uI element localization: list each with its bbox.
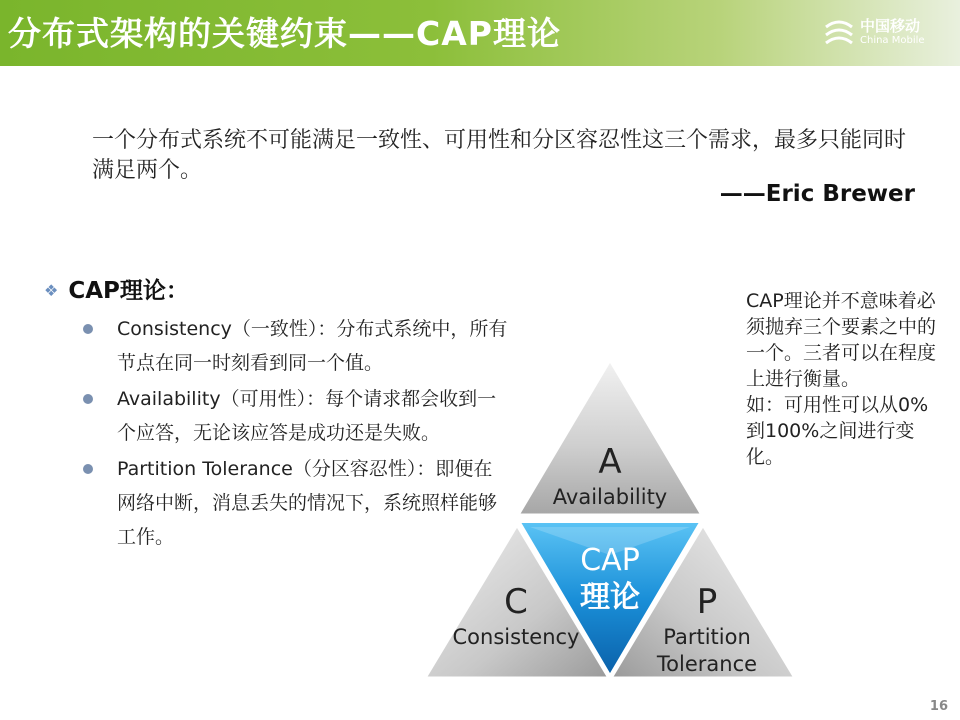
c-letter: C <box>504 582 528 622</box>
bullet-dot-icon <box>83 324 93 334</box>
logo-text-cn: 中国移动 <box>860 17 921 35</box>
side-note-line2: 如：可用性可以从0%到100%之间进行变化。 <box>746 394 929 468</box>
p-label-line1: Partition <box>663 625 751 649</box>
logo-text-en: China Mobile <box>860 35 925 46</box>
a-letter: A <box>598 442 622 482</box>
c-label: Consistency <box>452 625 580 649</box>
china-mobile-logo-icon <box>822 15 856 49</box>
header-bar <box>0 0 960 66</box>
quote-author: ——Eric Brewer <box>719 181 915 207</box>
p-letter: P <box>696 582 718 622</box>
bullet-dot-icon <box>83 394 93 404</box>
cap-triangle-svg <box>420 355 805 685</box>
section-title: CAP理论： <box>68 278 189 304</box>
side-note-line1: CAP理论并不意味着必须抛弃三个要素之中的一个。三者可以在程度上进行衡量。 <box>746 290 937 390</box>
center-label-theory: 理论 <box>580 580 640 615</box>
cap-triangle-diagram <box>420 355 805 685</box>
page-number: 16 <box>929 699 948 714</box>
page-title: 分布式架构的关键约束——CAP理论 <box>8 14 561 53</box>
center-label-cap: CAP <box>580 543 640 578</box>
china-mobile-logo <box>822 12 942 54</box>
bullet-text: Consistency（一致性）：分布式系统中，所有节点在同一时刻看到同一个值。 <box>117 318 508 374</box>
section-heading <box>44 272 189 305</box>
diamond-bullet-icon: ❖ <box>44 281 59 300</box>
p-label-line2: Tolerance <box>656 652 758 676</box>
bullet-dot-icon <box>83 464 93 474</box>
bullet-text: Availability（可用性）：每个请求都会收到一个应答，无论该应答是成功还是失败。 <box>117 388 497 444</box>
a-label: Availability <box>552 485 668 509</box>
bullet-text: Partition Tolerance（分区容忍性）：即便在网络中断，消息丢失的情况下，系统照样能够工作。 <box>117 458 498 548</box>
quote-text: 一个分布式系统不可能满足一致性、可用性和分区容忍性这三个需求，最多只能同时满足两个。 <box>92 128 907 183</box>
